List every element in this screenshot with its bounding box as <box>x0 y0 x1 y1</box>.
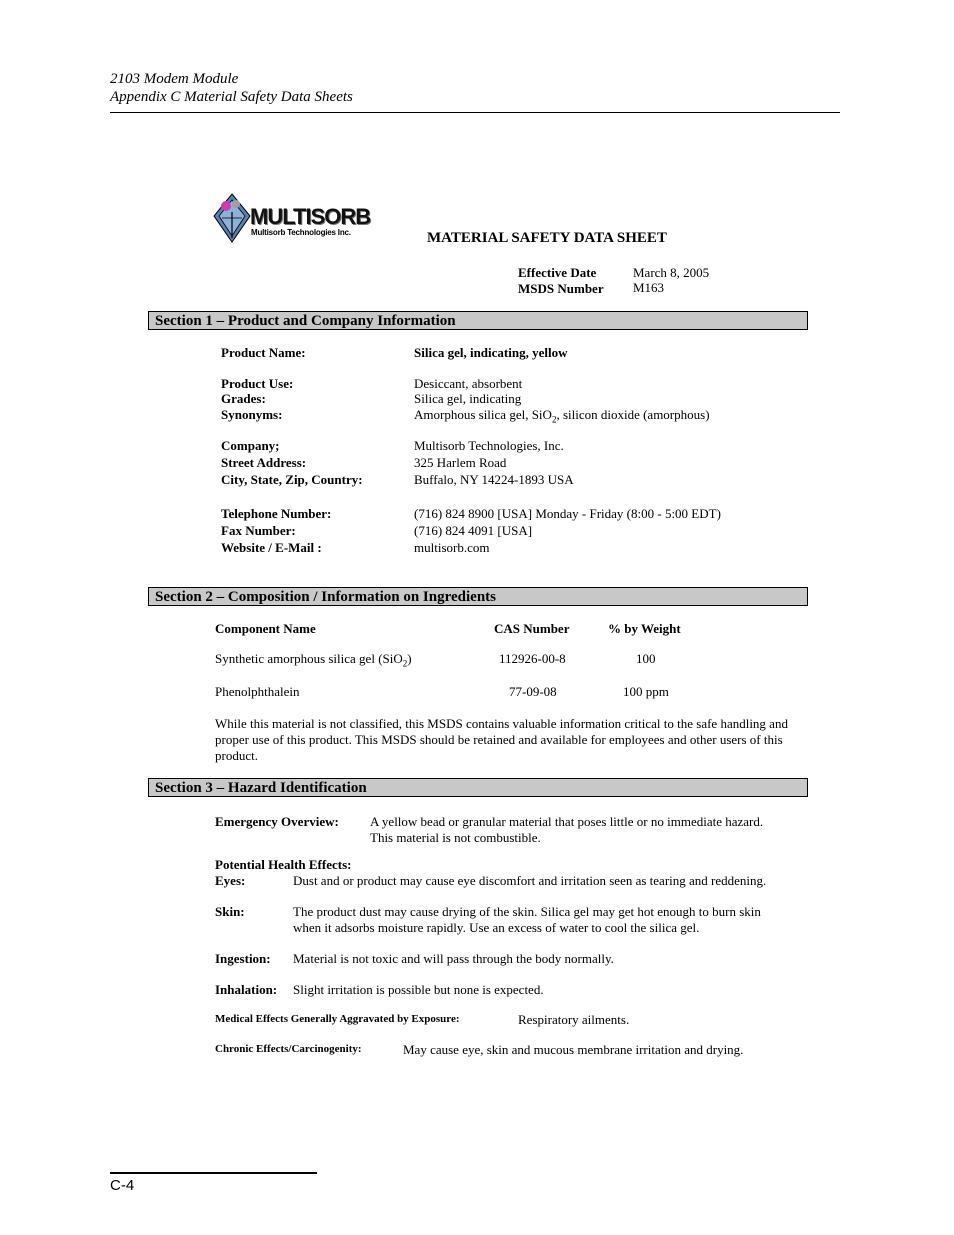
inhalation-value: Slight irritation is possible but none is expected. <box>293 982 544 997</box>
eyes-label: Eyes: <box>215 873 246 888</box>
msds-number-value: M163 <box>633 280 665 295</box>
city-label: City, State, Zip, Country: <box>221 472 363 487</box>
website-value: multisorb.com <box>414 540 490 555</box>
row-1-name-text: Synthetic amorphous silica gel (SiO <box>215 651 403 666</box>
product-use-label: Product Use: <box>221 376 294 391</box>
multisorb-logo <box>212 192 387 248</box>
header-subtitle: Appendix C Material Safety Data Sheets <box>110 89 353 105</box>
table-row-1-name <box>215 651 412 669</box>
effective-date-value: March 8, 2005 <box>633 265 710 280</box>
col-weight: % by Weight <box>608 621 681 636</box>
website-label: Website / E-Mail : <box>221 540 322 555</box>
table-row-2-name: Phenolphthalein <box>215 684 300 699</box>
header-rule <box>110 112 840 113</box>
grades-value: Silica gel, indicating <box>414 391 522 406</box>
section-2-title: Section 2 – Composition / Information on Ingredients <box>155 589 497 605</box>
skin-line1: The product dust may cause drying of the skin. Silica gel may get hot enough to burn skin <box>293 904 761 919</box>
medical-effects-label: Medical Effects Generally Aggravated by Exposure: <box>215 1013 460 1025</box>
logo-brand: MULTISORB <box>250 204 371 229</box>
emergency-overview-label: Emergency Overview: <box>215 814 339 829</box>
effective-date-label: Effective Date <box>518 265 597 280</box>
table-row-1-cas: 112926-00-8 <box>499 651 566 666</box>
street-value: 325 Harlem Road <box>414 455 507 470</box>
street-label: Street Address: <box>221 455 307 470</box>
document-title: MATERIAL SAFETY DATA SHEET <box>427 230 667 246</box>
inhalation-label: Inhalation: <box>215 982 278 997</box>
section-1-header <box>148 311 808 330</box>
product-name-label: Product Name: <box>221 345 306 360</box>
fax-value: (716) 824 4091 [USA] <box>414 523 533 538</box>
phone-label: Telephone Number: <box>221 506 332 521</box>
emergency-overview-line2: This material is not combustible. <box>370 830 541 845</box>
emergency-overview-line1: A yellow bead or granular material that poses little or no immediate hazard. <box>370 814 764 829</box>
synonyms-label: Synonyms: <box>221 407 283 422</box>
section-2-header <box>148 587 808 606</box>
row-1-name-text-post: ) <box>407 651 412 666</box>
diamond-logo-icon <box>212 192 252 246</box>
table-row-2-cas: 77-09-08 <box>509 684 557 699</box>
eyes-value: Dust and or product may cause eye discomfort and irritation seen as tearing and reddening. <box>293 873 767 888</box>
skin-line2: when it adsorbs moisture rapidly. Use an excess of water to cool the silica gel. <box>293 920 700 935</box>
row-1-name-subscript: 2 <box>402 658 408 669</box>
company-label: Company; <box>221 438 280 453</box>
col-cas-number: CAS Number <box>494 621 570 636</box>
msds-number-label: MSDS Number <box>518 281 604 296</box>
health-effects-label: Potential Health Effects: <box>215 857 352 872</box>
synonyms-subscript: 2 <box>551 414 557 425</box>
header-title: 2103 Modem Module <box>110 71 239 87</box>
ingestion-label: Ingestion: <box>215 951 271 966</box>
product-use-value: Desiccant, absorbent <box>414 376 523 391</box>
section-3-title: Section 3 – Hazard Identification <box>155 780 367 796</box>
company-value: Multisorb Technologies, Inc. <box>414 438 564 453</box>
page-number: C-4 <box>110 1177 135 1194</box>
phone-value: (716) 824 8900 [USA] Monday - Friday (8:00 - 5:00 EDT) <box>414 506 721 521</box>
product-name-value: Silica gel, indicating, yellow <box>414 345 568 360</box>
medical-effects-value: Respiratory ailments. <box>518 1012 630 1027</box>
synonyms-text-post: , silicon dioxide (amorphous) <box>556 407 710 422</box>
city-value: Buffalo, NY 14224-1893 USA <box>414 472 574 487</box>
fax-label: Fax Number: <box>221 523 296 538</box>
chronic-effects-label: Chronic Effects/Carcinogenity: <box>215 1043 362 1055</box>
table-row-2-weight: 100 ppm <box>623 684 669 699</box>
section-1-title: Section 1 – Product and Company Information <box>155 313 456 329</box>
composition-note: While this material is not classified, this MSDS contains valuable information critical to the safe handling and proper use of this product. This MSDS should be retained and available for employees and other users of this product. <box>215 716 788 763</box>
col-component-name: Component Name <box>215 621 316 636</box>
footer-rule <box>110 1172 317 1174</box>
synonyms-text: Amorphous silica gel, SiO <box>414 407 552 422</box>
synonyms-value <box>414 407 710 425</box>
section-3-header <box>148 778 808 797</box>
table-row-1-weight: 100 <box>636 651 656 666</box>
grades-label: Grades: <box>221 391 266 406</box>
skin-label: Skin: <box>215 904 245 919</box>
ingestion-value: Material is not toxic and will pass through the body normally. <box>293 951 614 966</box>
chronic-effects-value: May cause eye, skin and mucous membrane irritation and drying. <box>403 1042 744 1057</box>
logo-subtitle: Multisorb Technologies Inc. <box>251 228 351 237</box>
